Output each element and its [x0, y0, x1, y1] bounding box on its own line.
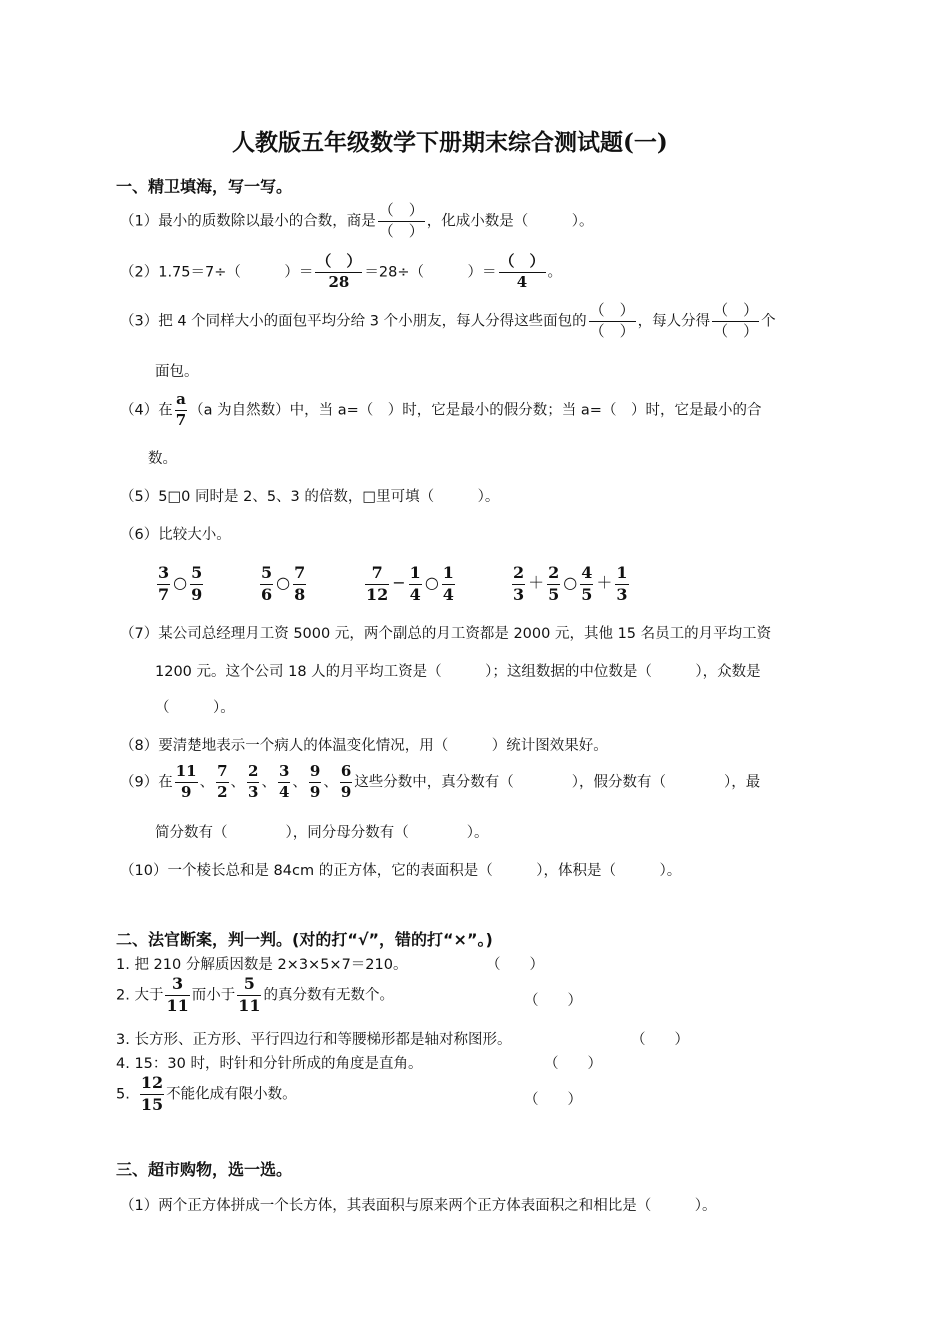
fraction: $\frac{7}{12}$	[366, 563, 389, 604]
fraction: $\frac{3}{7}$	[158, 563, 170, 604]
fraction: $\frac{2}{3}$	[513, 563, 525, 604]
fraction: $\frac{5}{6}$	[261, 563, 273, 604]
compare-item: $\frac{2}{3}$ ＋ $\frac{2}{5}$ ○ $\frac{4}{5}$ ＋ $\frac{1}{3}$	[513, 563, 628, 604]
fraction: $\frac{3}{11}$	[166, 974, 189, 1015]
fraction: $\frac{11}{9}$	[175, 762, 197, 801]
answer-fraction-blank: $\frac{( )}{( )}$	[713, 301, 759, 340]
judge-answer-paren[interactable]: （ ）	[486, 957, 544, 973]
question-1-3-continued: 面包。	[155, 364, 199, 380]
question-1-9-continued: 简分数有（ ），同分母分数有（ ）。	[155, 825, 489, 841]
answer-fraction-blank: $\frac{( )}{( )}$	[589, 301, 635, 340]
judge-answer-paren[interactable]: （ ）	[631, 1032, 689, 1048]
choice-question-1: （1）两个正方体拼成一个长方体，其表面积与原来两个正方体表面积之和相比是（ ）。	[120, 1198, 717, 1214]
question-1-7: （7）某公司总经理月工资 5000 元，两个副总的月工资都是 2000 元，其他 15 名员工的月平均工资	[120, 626, 772, 642]
judge-item-2: 2. 大于 $\frac{3}{11}$ 而小于 $\frac{5}{11}$ 的真分数有无数个。	[116, 974, 394, 1015]
fraction: $\frac{12}{15}$	[140, 1073, 164, 1114]
judge-item-5: 5. $\frac{12}{15}$ 不能化成有限小数。	[116, 1073, 297, 1114]
section-3-heading: 三、超市购物，选一选。	[116, 1160, 293, 1179]
answer-fraction-blank: $\frac{( )}{28}$	[316, 252, 362, 291]
page-title: 人教版五年级数学下册期末综合测试题(一)	[232, 129, 668, 156]
fraction: $\frac{5}{9}$	[191, 563, 203, 604]
judge-item-1: 1. 把 210 分解质因数是 2×3×5×7＝210。	[116, 957, 408, 973]
fraction: $\frac{1}{4}$	[442, 563, 454, 604]
question-1-4-continued: 数。	[148, 451, 177, 467]
compare-circle: ○	[173, 573, 188, 593]
fraction: $\frac{7}{2}$	[217, 762, 228, 801]
question-1-2: （2）1.75＝7÷（ ）＝ $\frac{( )}{28}$ ＝28÷（ ）＝ $\frac{( )}{4}$ 。	[120, 252, 563, 291]
answer-fraction-blank: $\frac{( )}{( )}$	[378, 201, 424, 240]
fraction: $\frac{4}{5}$	[581, 563, 593, 604]
fraction: $\frac{1}{3}$	[616, 563, 628, 604]
fraction: $\frac{2}{3}$	[248, 762, 259, 801]
compare-circle: ○	[424, 573, 439, 593]
question-1-7-line3: （ ）。	[155, 700, 235, 716]
question-1-6: （6）比较大小。	[120, 527, 231, 543]
question-1-10: （10）一个棱长总和是 84cm 的正方体，它的表面积是（ ），体积是（ ）。	[120, 863, 682, 879]
question-1-5: （5）5□0 同时是 2、5、3 的倍数，□里可填（ ）。	[120, 489, 500, 505]
compare-item	[155, 565, 205, 604]
question-1-7-line2: 1200 元。这个公司 18 人的月平均工资是（ ）；这组数据的中位数是（ ），众数是	[155, 664, 761, 680]
fraction: $\frac{1}{4}$	[409, 563, 421, 604]
section-2-heading: 二、法官断案，判一判。(对的打“√”，错的打“×”。)	[116, 930, 493, 949]
question-1-1: （1）最小的质数除以最小的合数，商是 $\frac{( )}{( )}$ ，化成小数是（ ）。	[120, 201, 594, 240]
compare-item	[258, 565, 308, 604]
fraction: $\frac{6}{9}$	[340, 762, 352, 801]
compare-circle: ○	[563, 573, 578, 593]
question-1-3: （3）把 4 个同样大小的面包平均分给 3 个小朋友，每人分得这些面包的 $\frac{( )}{( )}$ ，每人分得 $\frac{( )}{( )}$ 个	[120, 301, 776, 340]
judge-item-3: 3. 长方形、正方形、平行四边行和等腰梯形都是轴对称图形。	[116, 1032, 512, 1048]
fraction: $\frac{3}{4}$	[278, 762, 290, 801]
compare-item: $\frac{7}{12}$ − $\frac{1}{4}$ ○ $\frac{1}{4}$	[366, 563, 454, 604]
fraction: $\frac{9}{9}$	[309, 762, 321, 801]
judge-answer-paren[interactable]: （ ）	[524, 993, 582, 1009]
question-1-8: （8）要清楚地表示一个病人的体温变化情况，用（ ）统计图效果好。	[120, 738, 608, 754]
compare-circle: ○	[276, 573, 291, 593]
section-1-heading: 一、精卫填海，写一写。	[116, 177, 293, 196]
question-1-9: （9）在 $\frac{11}{9}$ 、 $\frac{7}{2}$ 、 $\frac{2}{3}$ 、 $\frac{3}{4}$ 、 $\frac{9}{9}$ 、 $\frac{6}{9}$ 这些分数中，真分数有（ ），假分数有（ ），最	[120, 762, 761, 801]
fraction: $\frac{5}{11}$	[238, 974, 261, 1015]
judge-answer-paren[interactable]: （ ）	[524, 1092, 582, 1108]
fraction: $\frac{2}{5}$	[548, 563, 560, 604]
judge-item-4: 4. 15：30 时，时针和分针所成的角度是直角。	[116, 1056, 423, 1072]
answer-fraction-blank: $\frac{( )}{4}$	[499, 252, 545, 291]
judge-answer-paren[interactable]: （ ）	[544, 1056, 602, 1072]
fraction: $\frac{7}{8}$	[294, 563, 306, 604]
question-1-4: （4）在 $\frac{a}{7}$ （a 为自然数）中，当 a=（ ）时，它是最小的假分数；当 a=（ ）时，它是最小的合	[120, 390, 762, 429]
fraction: $\frac{a}{7}$	[175, 390, 187, 429]
